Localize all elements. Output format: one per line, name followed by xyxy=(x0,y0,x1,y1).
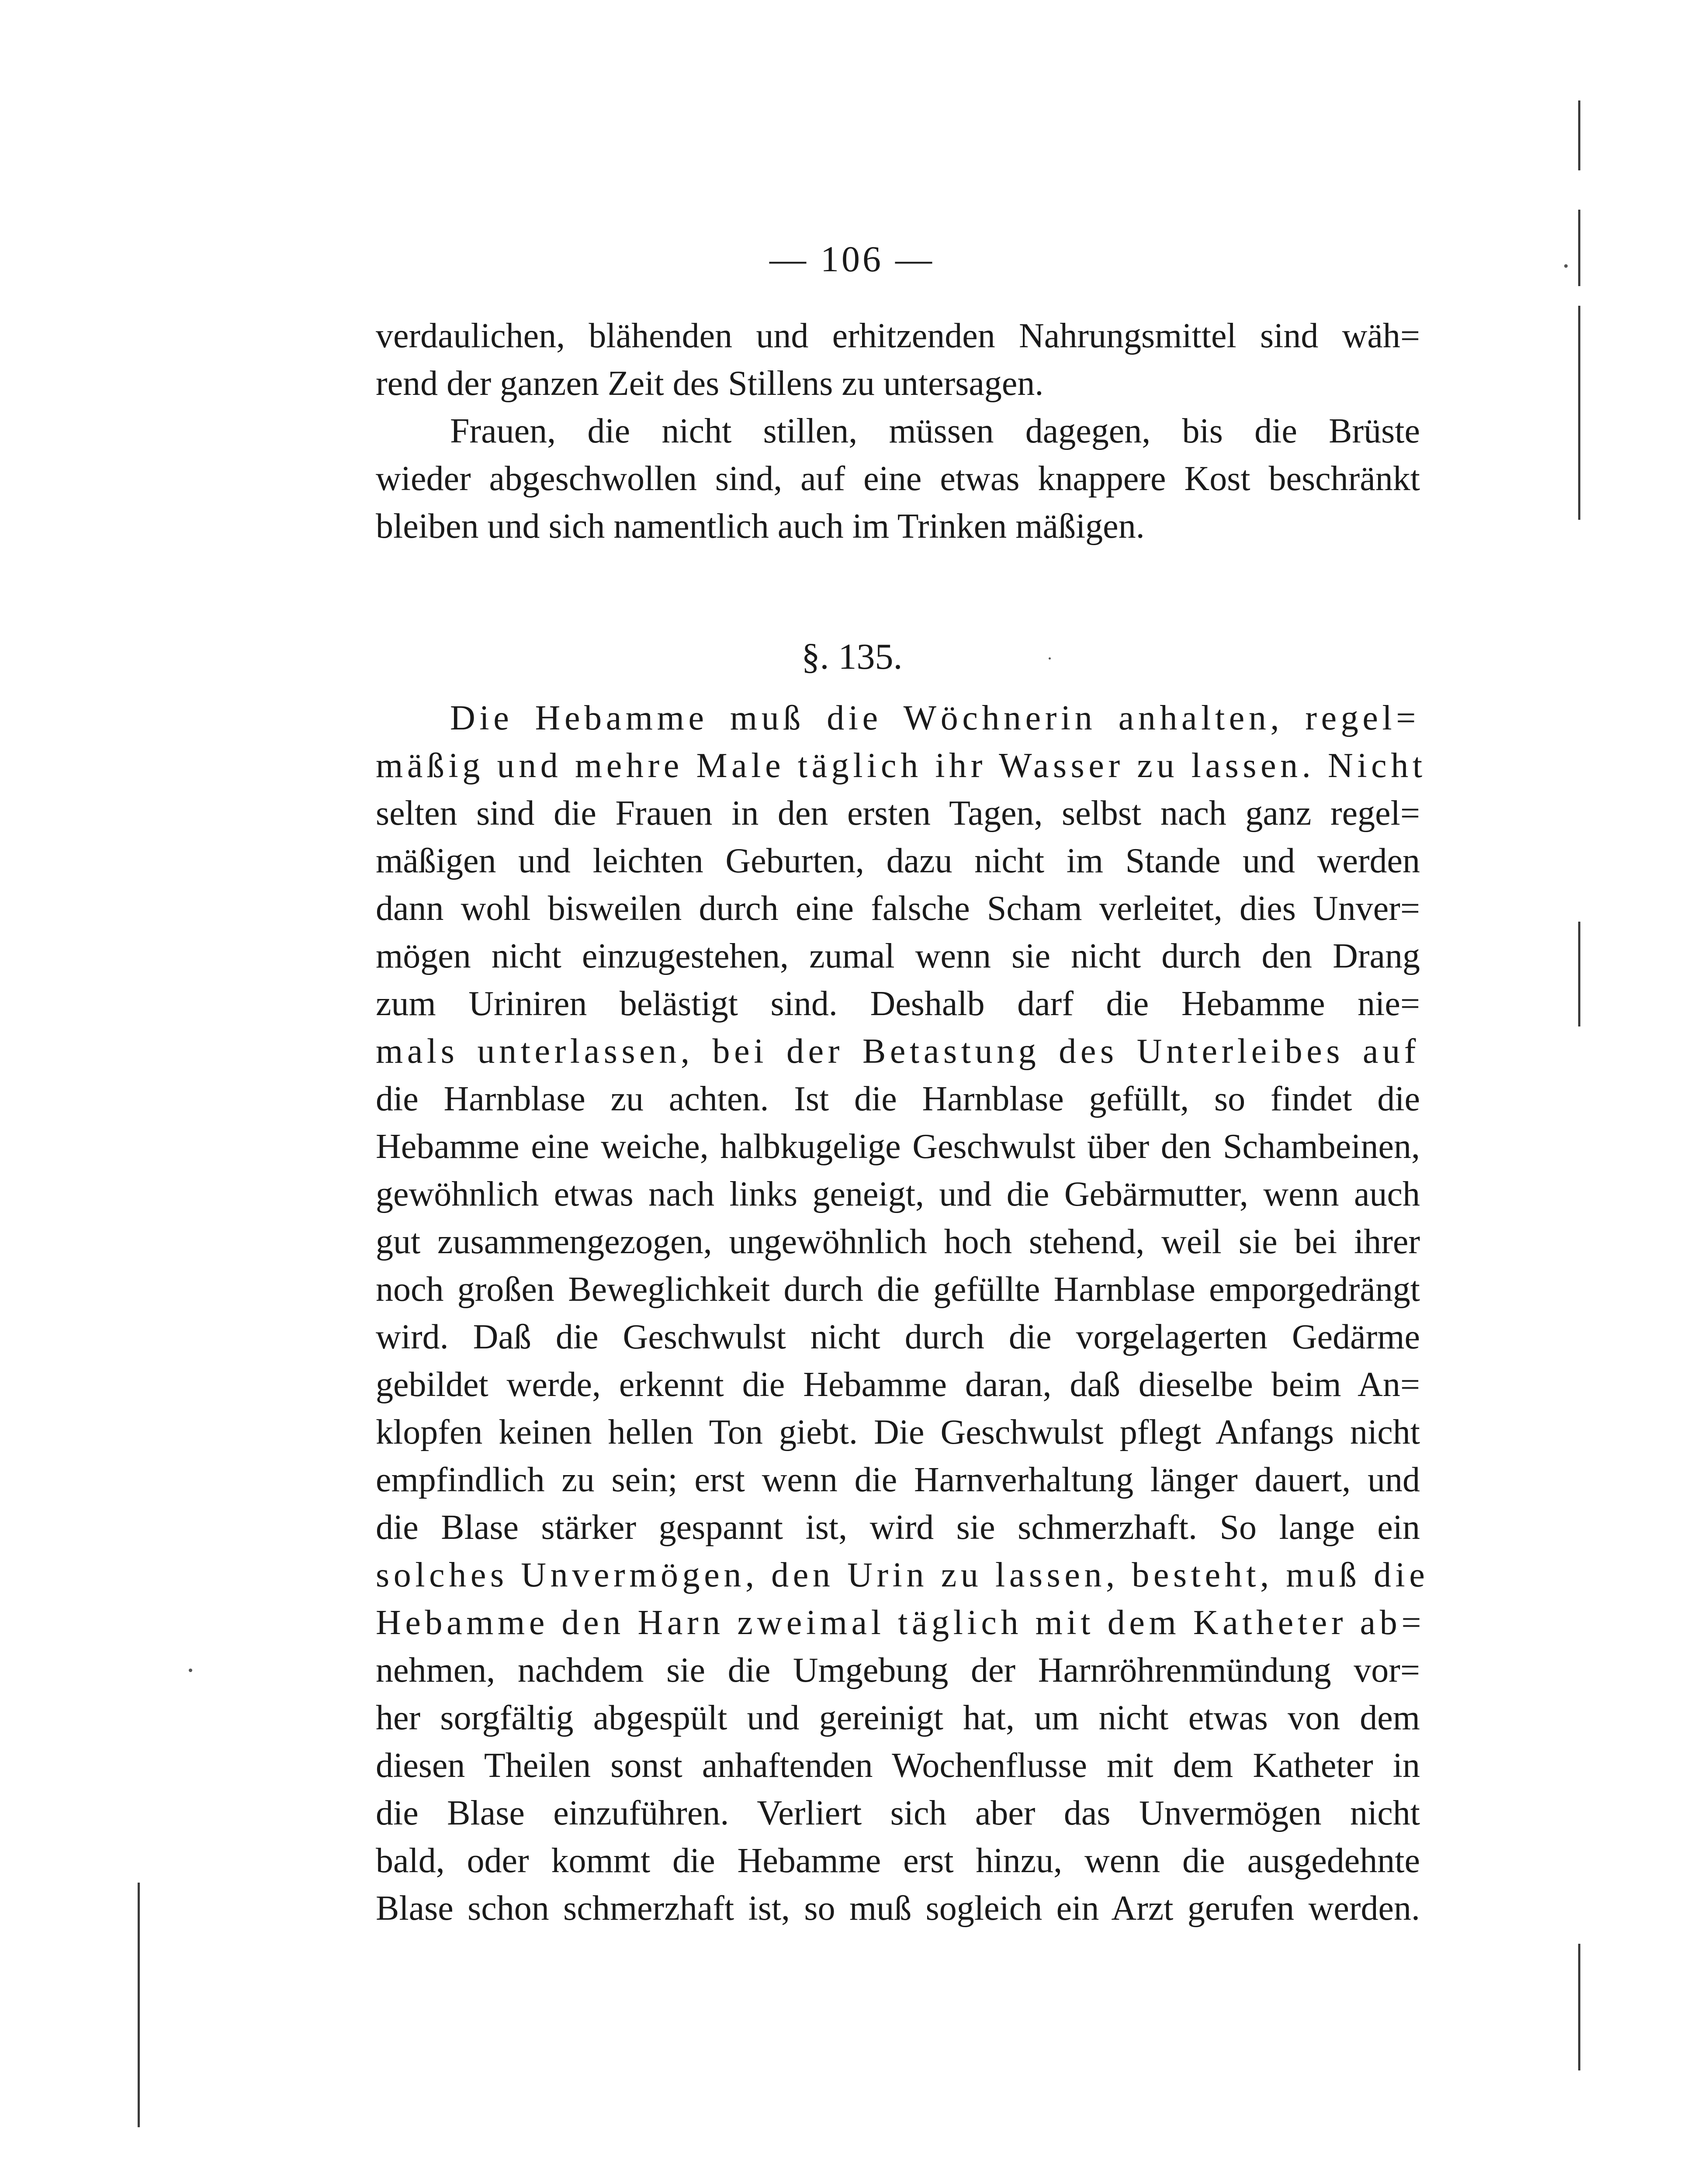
section-paragraph xyxy=(376,695,1429,1932)
section-heading: §. 135. xyxy=(801,636,903,677)
text-line: verdaulichen, blähenden und erhitzenden Nahrungsmittel sind wäh= xyxy=(376,317,1420,355)
scan-margin-line xyxy=(1578,100,1580,170)
text-line: her sorgfältig abgespült und gereinigt hat, um nicht etwas von dem xyxy=(376,1699,1420,1737)
text-line: noch großen Beweglichkeit durch die gefüllte Harnblase emporgedrängt xyxy=(376,1270,1420,1309)
text-line: wieder abgeschwollen sind, auf eine etwas knappere Kost beschränkt xyxy=(376,460,1420,498)
scan-margin-line xyxy=(138,1883,140,2127)
text-line: gut zusammengezogen, ungewöhnlich hoch stehend, weil sie bei ihrer xyxy=(376,1223,1420,1261)
text-line: bleiben und sich namentlich auch im Trinken mäßigen. xyxy=(376,507,1145,546)
text-line: rend der ganzen Zeit des Stillens zu untersagen. xyxy=(376,364,1044,403)
text-line: die Blase einzuführen. Verliert sich aber das Unvermögen nicht xyxy=(376,1794,1420,1832)
scan-margin-line xyxy=(1578,306,1580,520)
text-line: mögen nicht einzugestehen, zumal wenn sie nicht durch den Drang xyxy=(376,937,1420,975)
text-line: Blase schon schmerzhaft ist, so muß sogleich ein Arzt gerufen werden. xyxy=(376,1889,1420,1928)
text-line: wird. Daß die Geschwulst nicht durch die vorgelagerten Gedärme xyxy=(376,1318,1420,1356)
text-line: mals unterlassen, bei der Betastung des Unterleibes auf xyxy=(376,1032,1420,1071)
text-line: gewöhnlich etwas nach links geneigt, und die Gebärmutter, wenn auch xyxy=(376,1175,1420,1213)
text-line: die Harnblase zu achten. Ist die Harnblase gefüllt, so findet die xyxy=(376,1080,1420,1118)
text-line: zum Uriniren belästigt sind. Deshalb darf die Hebamme nie= xyxy=(376,985,1420,1023)
text-line: diesen Theilen sonst anhaftenden Wochenflusse mit dem Katheter in xyxy=(376,1746,1420,1785)
text-line: mäßig und mehre Male täglich ihr Wasser zu lassen. Nicht xyxy=(376,746,1427,785)
text-line: bald, oder kommt die Hebamme erst hinzu, wenn die ausgedehnte xyxy=(376,1842,1420,1880)
text-line: klopfen keinen hellen Ton giebt. Die Geschwulst pflegt Anfangs nicht xyxy=(376,1413,1420,1451)
scan-margin-line xyxy=(1578,1944,1580,2070)
scan-margin-line xyxy=(1578,922,1580,1026)
text-line: Hebamme eine weiche, halbkugelige Geschwulst über den Schambeinen, xyxy=(376,1127,1420,1166)
text-line: Hebamme den Harn zweimal täglich mit dem Katheter ab= xyxy=(376,1603,1426,1642)
text-line: die Blase stärker gespannt ist, wird sie schmerzhaft. So lange ein xyxy=(376,1508,1420,1547)
text-line: mäßigen und leichten Geburten, dazu nicht im Stande und werden xyxy=(376,842,1420,880)
scan-speck xyxy=(189,1669,192,1672)
top-paragraphs xyxy=(376,312,1420,550)
text-line: empfindlich zu sein; erst wenn die Harnverhaltung länger dauert, und xyxy=(376,1461,1420,1499)
text-line: dann wohl bisweilen durch eine falsche Scham verleitet, dies Unver= xyxy=(376,889,1420,928)
text-line: nehmen, nachdem sie die Umgebung der Harnröhrenmündung vor= xyxy=(376,1651,1420,1690)
page-number: — 106 — xyxy=(769,239,935,280)
text-line: solches Unvermögen, den Urin zu lassen, besteht, muß die xyxy=(376,1556,1429,1594)
text-line: Die Hebamme muß die Wöchnerin anhalten, regel= xyxy=(450,699,1420,737)
text-line: selten sind die Frauen in den ersten Tagen, selbst nach ganz regel= xyxy=(376,794,1420,833)
text-line: Frauen, die nicht stillen, müssen dagegen, bis die Brüste xyxy=(450,412,1420,450)
text-line: gebildet werde, erkennt die Hebamme daran, daß dieselbe beim An= xyxy=(376,1365,1420,1404)
